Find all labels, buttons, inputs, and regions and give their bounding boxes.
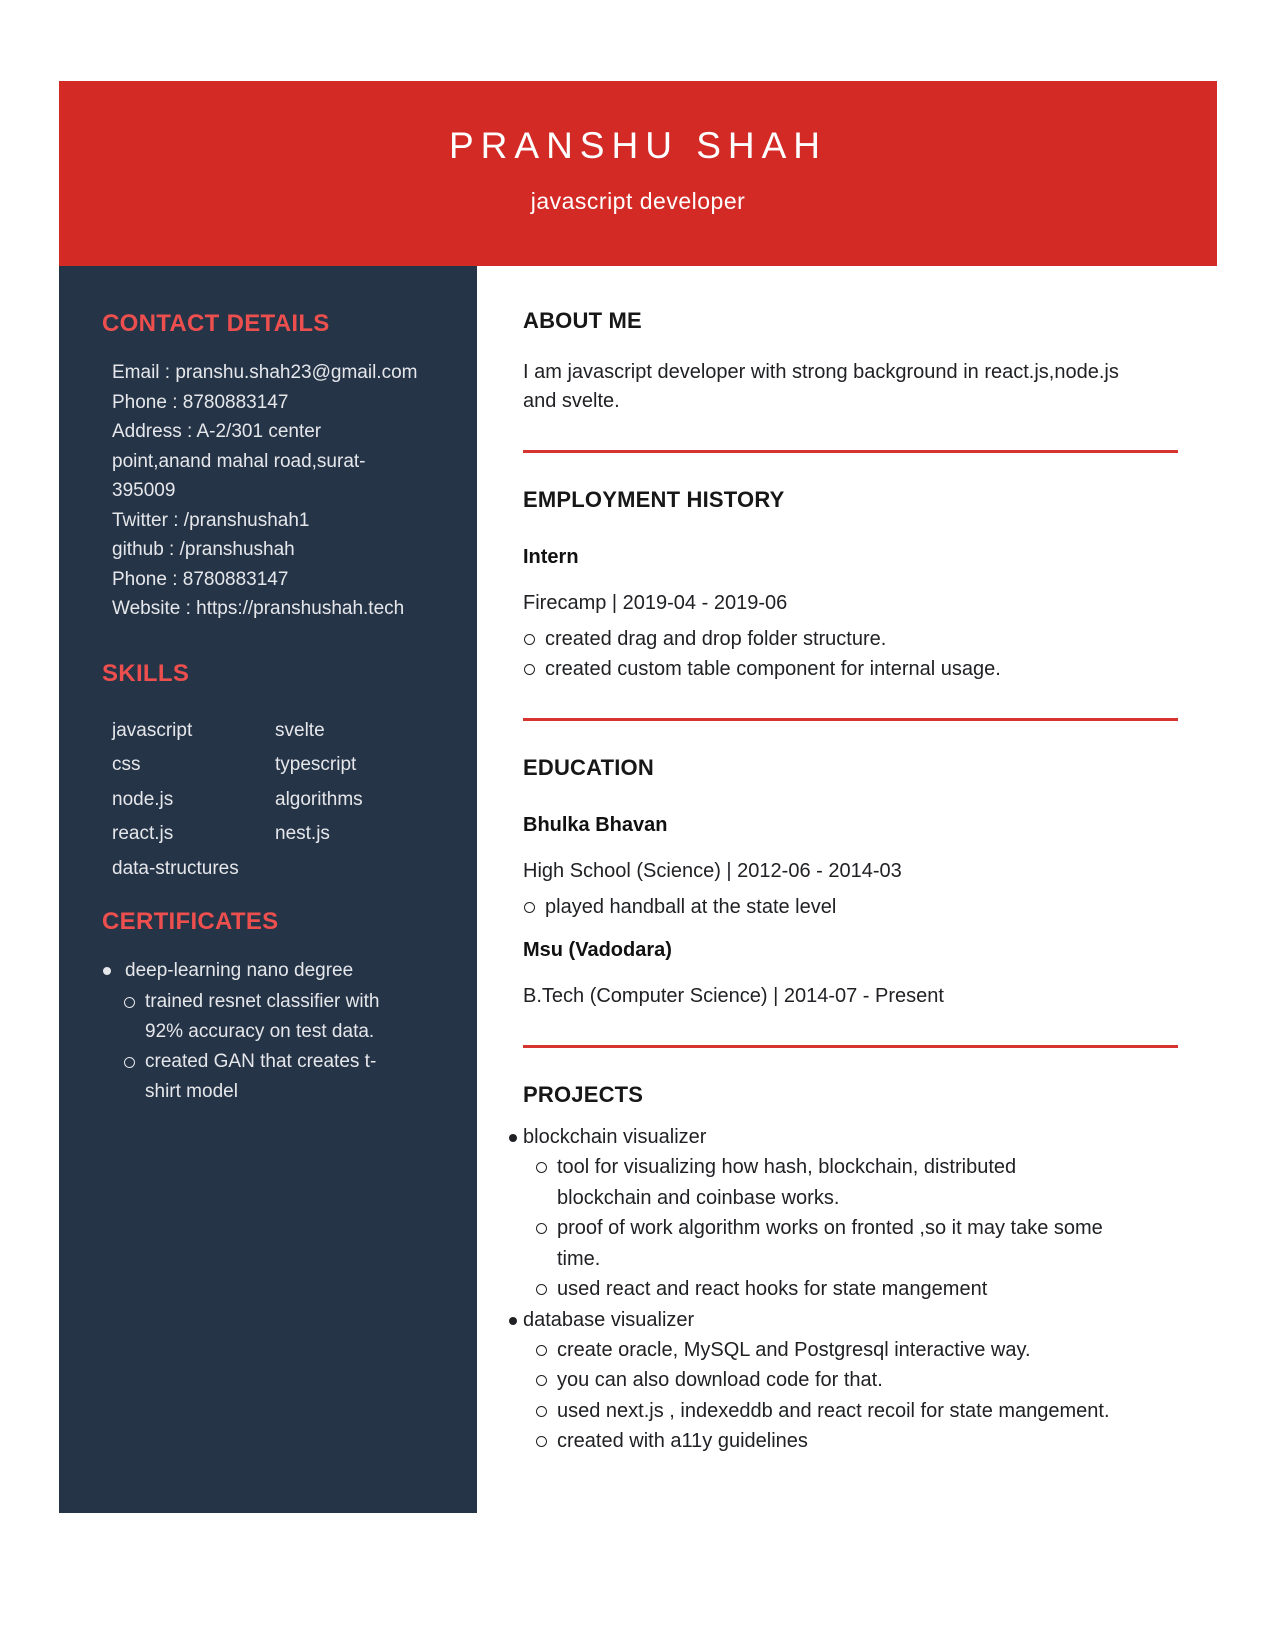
- school-meta: High School (Science) | 2012-06 - 2014-03: [523, 860, 902, 882]
- project-detail-item: create oracle, MySQL and Postgresql interactive way.: [535, 1335, 1110, 1366]
- skill-item: react.js: [112, 823, 174, 844]
- certificates-list: [102, 956, 447, 1107]
- project-item: [523, 1305, 1178, 1457]
- project-detail-item: created with a11y guidelines: [535, 1426, 1110, 1457]
- skills-column-1: [112, 714, 275, 887]
- project-detail-item: you can also download code for that.: [535, 1365, 1110, 1396]
- school-detail-item: played handball at the state level: [523, 892, 1178, 922]
- project-details: [535, 1335, 1178, 1457]
- contact-item: Address : A-2/301 center point,anand mahal road,surat-395009: [112, 421, 366, 501]
- certificate-detail-item: created GAN that creates t-shirt model: [123, 1047, 403, 1107]
- skill-item: node.js: [112, 788, 174, 810]
- contact-item: github : /pranshushah: [112, 539, 295, 560]
- skill-item: typescript: [275, 754, 357, 775]
- school-meta: B.Tech (Computer Science) | 2014-07 - Present: [523, 985, 944, 1007]
- skills-column-2: [275, 714, 363, 887]
- project-detail-item: proof of work algorithm works on fronted ,so it may take some time.: [535, 1213, 1110, 1274]
- education-heading: EDUCATION: [523, 755, 654, 780]
- project-title: blockchain visualizer: [523, 1126, 707, 1148]
- contact-item: Email : pranshu.shah23@gmail.com: [112, 362, 418, 383]
- candidate-name: PRANSHU SHAH: [449, 125, 827, 166]
- education-entries: [523, 813, 1178, 1011]
- section-divider: [523, 1045, 1178, 1048]
- skill-item: nest.js: [275, 823, 330, 844]
- school-details: [523, 892, 1178, 922]
- contact-item: Phone : 8780883147: [112, 568, 289, 590]
- employment-entry: [523, 545, 1178, 684]
- about-me-heading: ABOUT ME: [523, 308, 642, 333]
- school-name: Bhulka Bhavan: [523, 814, 668, 836]
- job-detail-item: created custom table component for internal usage.: [523, 654, 1178, 684]
- skill-item: data-structures: [112, 857, 239, 879]
- main-column: [523, 266, 1178, 1457]
- education-entry: [523, 938, 1178, 1011]
- certificate-detail-item: trained resnet classifier with 92% accuracy on test data.: [123, 987, 403, 1047]
- job-meta: Firecamp | 2019-04 - 2019-06: [523, 592, 788, 614]
- school-name: Msu (Vadodara): [523, 939, 672, 961]
- job-detail-item: created drag and drop folder structure.: [523, 624, 1178, 654]
- job-title: Intern: [523, 546, 579, 568]
- projects-list: [523, 1122, 1178, 1457]
- contact-item: Website : https://pranshushah.tech: [112, 598, 405, 619]
- header-band: [59, 81, 1217, 266]
- employment-history-heading: EMPLOYMENT HISTORY: [523, 487, 785, 512]
- section-divider: [523, 450, 1178, 453]
- skill-item: svelte: [275, 719, 325, 741]
- contact-list: [112, 358, 420, 624]
- certificate-details: [123, 987, 447, 1107]
- section-divider: [523, 718, 1178, 721]
- sidebar: [59, 266, 477, 1513]
- skills-heading: SKILLS: [102, 659, 190, 687]
- contact-details-heading: CONTACT DETAILS: [102, 310, 330, 337]
- certificate-item: [102, 956, 447, 1107]
- project-detail-item: used next.js , indexeddb and react recoil for state mangement.: [535, 1396, 1110, 1427]
- project-item: [523, 1122, 1178, 1305]
- project-details: [535, 1152, 1178, 1305]
- employment-entries: [523, 545, 1178, 684]
- project-detail-item: tool for visualizing how hash, blockchain, distributed blockchain and coinbase works.: [535, 1152, 1110, 1213]
- about-me-text: I am javascript developer with strong background in react.js,node.js and svelte.: [523, 361, 1119, 412]
- skill-item: javascript: [112, 719, 193, 741]
- contact-item: Twitter : /pranshushah1: [112, 509, 310, 531]
- certificate-title: deep-learning nano degree: [125, 960, 354, 981]
- education-entry: [523, 813, 1178, 922]
- project-detail-item: used react and react hooks for state mangement: [535, 1274, 1110, 1305]
- project-title: database visualizer: [523, 1308, 695, 1331]
- skills-list: [112, 714, 447, 887]
- projects-heading: PROJECTS: [523, 1082, 644, 1107]
- job-details: [523, 624, 1178, 684]
- certificates-heading: CERTIFICATES: [102, 908, 279, 935]
- skill-item: algorithms: [275, 788, 363, 810]
- candidate-role: javascript developer: [530, 188, 746, 214]
- skill-item: css: [112, 754, 141, 775]
- contact-item: Phone : 8780883147: [112, 391, 289, 413]
